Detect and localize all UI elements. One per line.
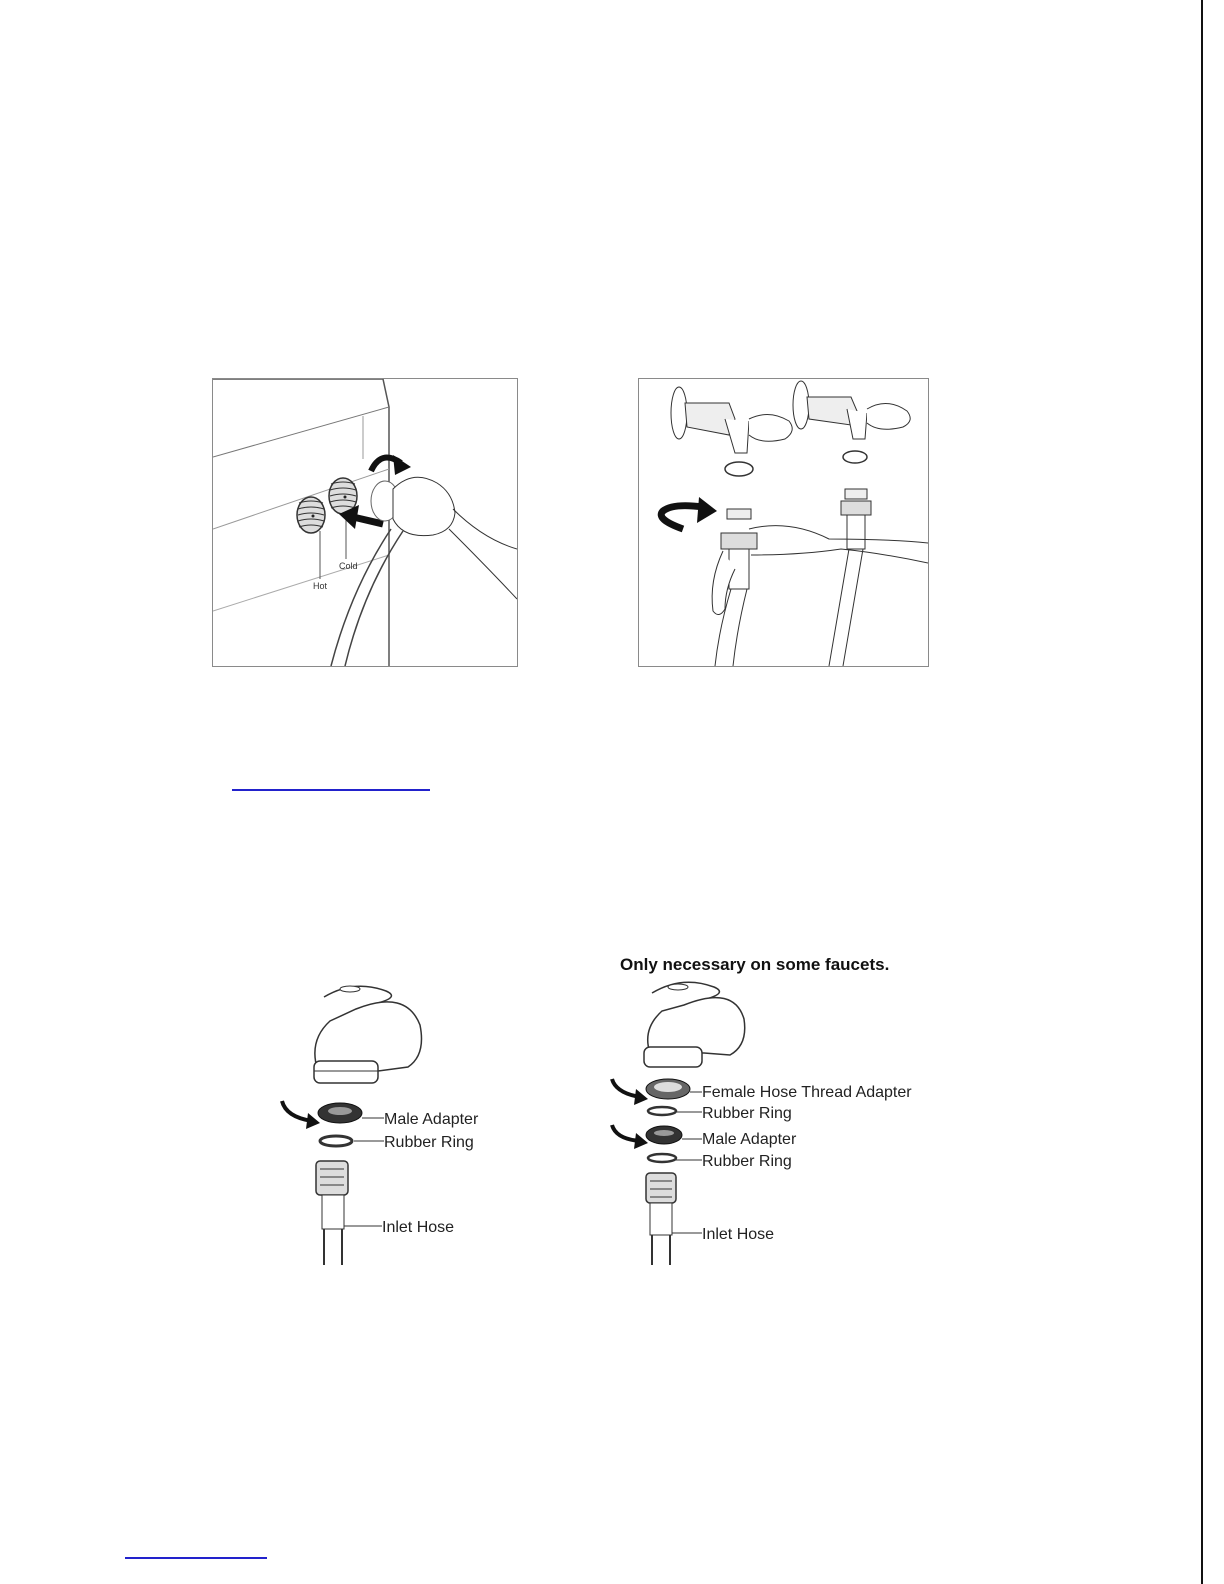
- rubber-ring-icon: [725, 462, 753, 476]
- inlet-hose-icon: [316, 1161, 348, 1265]
- washer-inlet-illustration: [212, 378, 518, 667]
- inlet-hose-icon: [829, 489, 871, 666]
- female-adapter-assembly-figure: [580, 975, 930, 1265]
- wall-faucet-icon: [793, 381, 910, 439]
- inlet-hose-label: Inlet Hose: [702, 1226, 775, 1243]
- hot-inlet-valve-icon: [297, 497, 325, 533]
- rubber-ring-label: Rubber Ring: [702, 1105, 792, 1122]
- outdoor-faucet-icon: [314, 986, 422, 1083]
- male-adapter-icon: [646, 1126, 682, 1144]
- faucet-connection-illustration: [638, 378, 929, 667]
- inlet-hose-icon: [646, 1173, 676, 1265]
- rotate-arrow-icon: [661, 497, 717, 529]
- rubber-ring-icon: [648, 1154, 676, 1162]
- rubber-ring-icon: [648, 1107, 676, 1115]
- wall-faucet-icon: [671, 387, 792, 453]
- rotate-arrow-icon: [371, 455, 411, 475]
- page-edge-line: [1201, 0, 1203, 1584]
- curved-arrow-icon: [282, 1101, 320, 1129]
- link-underline[interactable]: [232, 789, 430, 791]
- rubber-ring-icon: [320, 1136, 352, 1146]
- male-adapter-icon: [318, 1103, 362, 1123]
- female-adapter-icon: [646, 1079, 690, 1099]
- male-adapter-assembly-figure: [272, 975, 512, 1265]
- cold-label: Cold: [339, 561, 358, 571]
- rubber-ring-label: Rubber Ring: [702, 1153, 792, 1170]
- curved-arrow-icon: [612, 1079, 648, 1105]
- outdoor-faucet-icon: [644, 982, 745, 1067]
- male-adapter-label: Male Adapter: [384, 1111, 479, 1128]
- hot-label: Hot: [313, 581, 328, 591]
- inlet-hose-label: Inlet Hose: [382, 1219, 455, 1236]
- curved-arrow-icon: [612, 1125, 648, 1149]
- link-underline[interactable]: [125, 1557, 267, 1559]
- rubber-ring-label: Rubber Ring: [384, 1134, 474, 1151]
- hand-icon: [371, 477, 517, 599]
- female-adapter-label: Female Hose Thread Adapter: [702, 1084, 912, 1101]
- male-adapter-label: Male Adapter: [702, 1131, 797, 1148]
- rubber-ring-icon: [843, 451, 867, 463]
- figure-note: Only necessary on some faucets.: [620, 955, 890, 974]
